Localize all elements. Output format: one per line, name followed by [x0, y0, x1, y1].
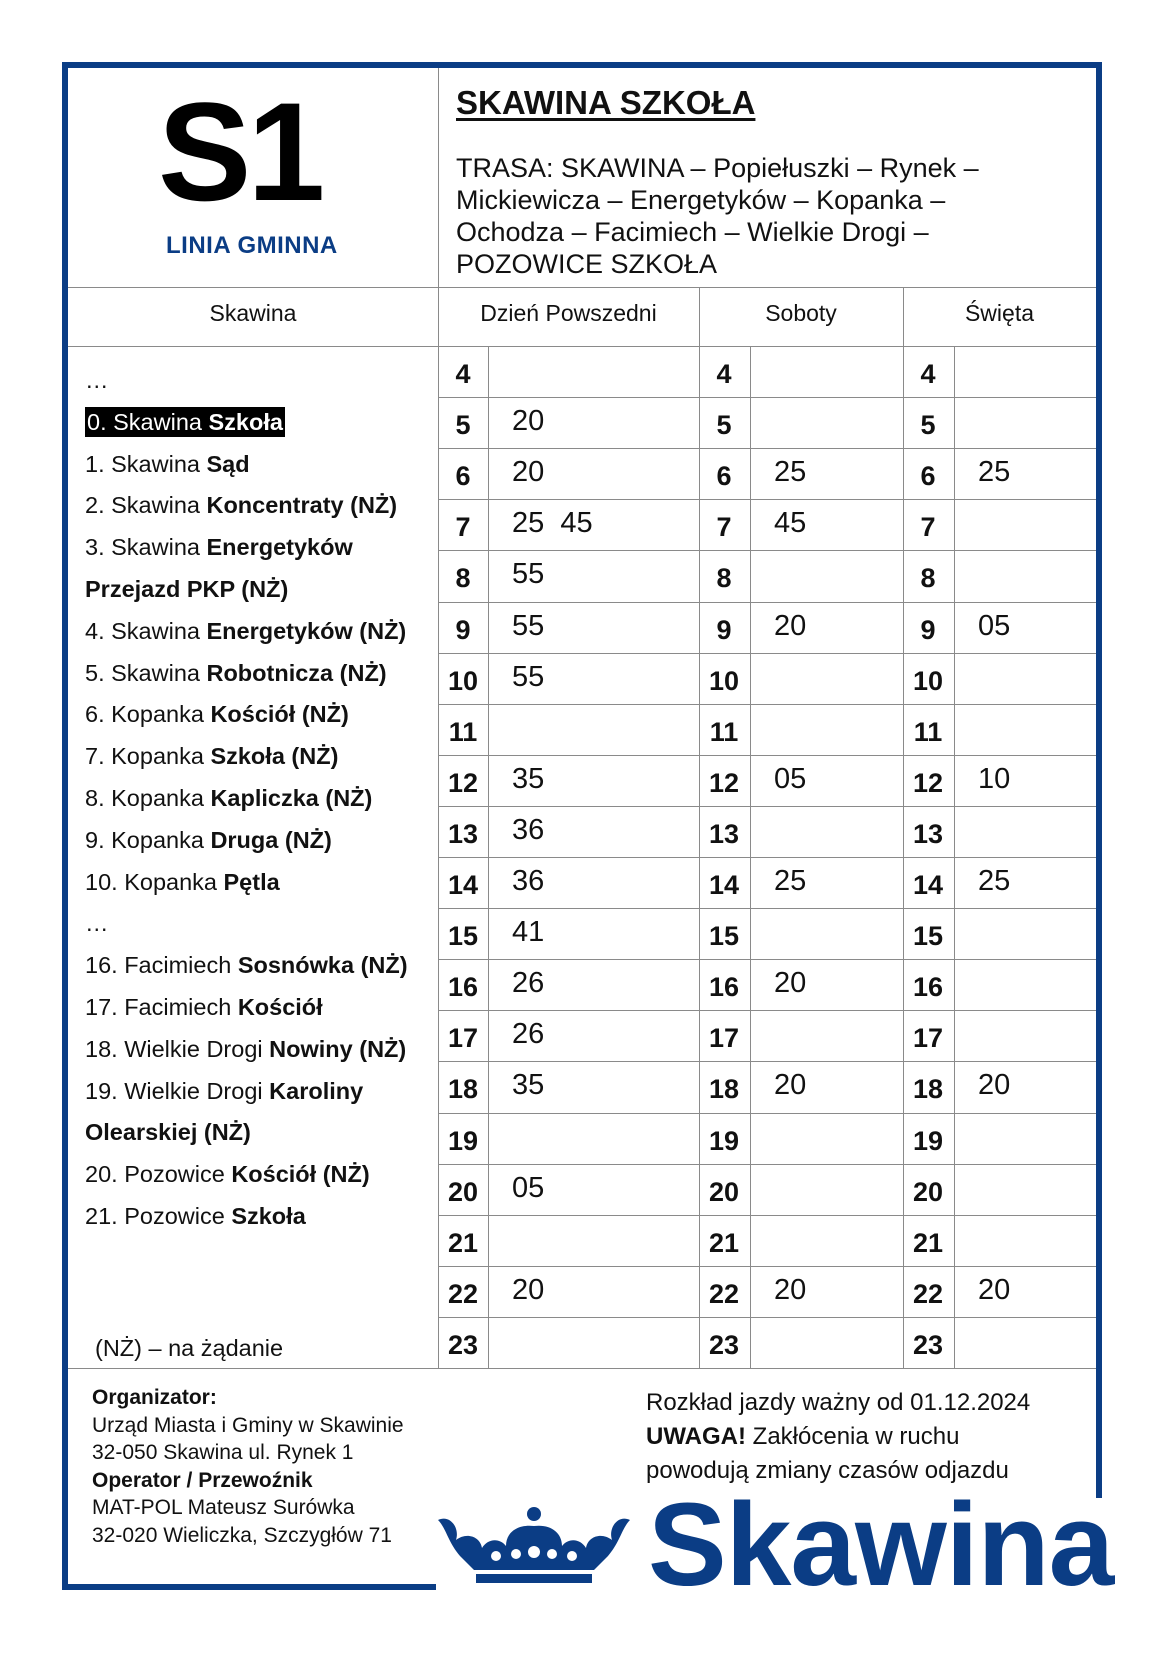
hour-cell-saturday: 20: [708, 1176, 740, 1207]
warning-line: [646, 1420, 1030, 1454]
stop-name: Nowiny (NŻ): [269, 1035, 407, 1062]
hour-cell-weekday: 14: [447, 870, 479, 900]
minutes-cell-weekday: 35: [512, 1069, 545, 1102]
stop-label: [85, 1161, 370, 1187]
stop-label: [85, 407, 285, 437]
stop-name: Energetyków: [206, 534, 353, 561]
stop-label: [85, 1119, 251, 1145]
skawina-logo-text: Skawina: [648, 1479, 1114, 1611]
minutes-cell-holiday: 10: [978, 762, 1011, 795]
hour-cell-saturday: 9: [716, 614, 732, 645]
hour-cell-saturday: 6: [716, 461, 732, 492]
column-header-holiday: Święta: [964, 300, 1035, 326]
organizer-name: Urząd Miasta i Gminy w Skawinie: [92, 1413, 404, 1437]
stop-label: [85, 1078, 363, 1104]
hour-cell-saturday: 13: [708, 818, 740, 849]
stop-label: [85, 869, 280, 895]
stop-item: [85, 903, 435, 945]
hour-cell-saturday: 17: [708, 1023, 740, 1054]
hour-cell-saturday: 5: [716, 410, 732, 441]
stop-list: [85, 360, 435, 1238]
row-divider: [438, 1215, 1096, 1216]
hour-cell-saturday: 21: [708, 1227, 740, 1258]
stop-name: Koncentraty (NŻ): [206, 492, 398, 519]
column-header-weekday: Dzień Powszedni: [480, 300, 657, 326]
hour-cell-holiday: 22: [912, 1278, 944, 1309]
hour-cell-saturday: 22: [708, 1278, 740, 1309]
hour-cell-saturday: 14: [708, 870, 740, 900]
stop-item: [85, 820, 435, 862]
minutes-cell-weekday: 55: [512, 558, 545, 591]
operator-label: Operator / Przewoźnik: [92, 1468, 313, 1492]
stop-label: [85, 952, 408, 978]
organizer-label: Organizator:: [92, 1386, 217, 1409]
minutes-cell-weekday: 36: [512, 813, 545, 846]
route-line: Ochodza – Facimiech – Wielkie Drogi –: [456, 217, 929, 247]
hour-cell-saturday: 16: [708, 972, 740, 1003]
stop-name: Kapliczka (NŻ): [210, 784, 373, 811]
divider: [68, 287, 1096, 288]
hour-cell-saturday: 10: [708, 665, 740, 696]
minutes-cell-weekday: 36: [512, 865, 545, 897]
stop-label: [85, 451, 250, 477]
hour-cell-saturday: 23: [708, 1329, 740, 1360]
crown-logo-icon: [436, 1506, 632, 1586]
hour-cell-holiday: 11: [913, 716, 943, 747]
minutes-cell-weekday: 20: [512, 456, 545, 489]
stop-label: [85, 367, 109, 393]
hour-cell-weekday: 17: [447, 1023, 479, 1054]
line-type: LINIA GMINNA: [166, 232, 338, 259]
stop-label: [85, 576, 288, 602]
minutes-cell-saturday: 20: [774, 1273, 807, 1306]
row-divider: [438, 1317, 1096, 1318]
minutes-cell-weekday: 35: [512, 762, 545, 795]
stop-label: [85, 910, 109, 936]
stop-prefix: 20. Pozowice: [85, 1161, 232, 1188]
minutes-cell-holiday: 25: [978, 456, 1011, 489]
hour-cell-weekday: 15: [447, 921, 479, 952]
minutes-cell-weekday: 20: [512, 405, 545, 438]
stop-item: [85, 1196, 435, 1238]
stop-label: [85, 1203, 306, 1229]
hour-cell-weekday: 12: [447, 767, 479, 798]
stop-prefix: 8. Kopanka: [85, 784, 211, 811]
minutes-cell-weekday: 26: [512, 1018, 545, 1051]
stop-name: Szkoła: [208, 408, 283, 435]
hour-cell-saturday: 7: [716, 512, 732, 543]
warning-text: Zakłócenia w ruchu: [745, 1423, 960, 1450]
stop-prefix: 18. Wielkie Drogi: [85, 1035, 270, 1062]
row-divider: [438, 704, 1096, 705]
minutes-cell-saturday: 25: [774, 456, 807, 489]
hour-cell-holiday: 10: [912, 665, 944, 696]
stop-item: [85, 527, 435, 569]
stop-item: [85, 653, 435, 695]
stop-item: [85, 778, 435, 820]
stop-item: [85, 569, 435, 611]
column-header-stops: Skawina: [209, 300, 297, 326]
hour-cell-saturday: 15: [708, 921, 740, 952]
validity-date: Rozkład jazdy ważny od 01.12.2024: [646, 1389, 1031, 1416]
hour-cell-holiday: 15: [912, 921, 944, 952]
hour-cell-holiday: 6: [920, 461, 936, 492]
hour-cell-holiday: 19: [912, 1125, 944, 1156]
minutes-cell-holiday: 20: [978, 1273, 1011, 1306]
stop-item: [85, 1112, 435, 1154]
minutes-cell-saturday: 20: [774, 609, 807, 642]
operator-address: 32-020 Wieliczka, Szczygłów 71: [92, 1523, 392, 1547]
stop-prefix: …: [85, 367, 109, 393]
hour-cell-holiday: 13: [912, 818, 944, 849]
hour-cell-holiday: 18: [912, 1074, 944, 1105]
minutes-cell-weekday: 55: [512, 609, 545, 642]
hour-cell-holiday: 9: [920, 614, 936, 645]
stop-name: Sosnówka (NŻ): [237, 952, 408, 979]
stop-item: [85, 444, 435, 486]
stop-label: [85, 534, 353, 560]
hour-cell-holiday: 4: [920, 359, 936, 389]
minutes-cell-holiday: 25: [978, 865, 1011, 897]
minutes-cell-weekday: 55: [512, 660, 545, 693]
stop-name: Olearskiej (NŻ): [85, 1119, 251, 1146]
hour-cell-holiday: 21: [912, 1227, 944, 1258]
stop-prefix: 5. Skawina: [85, 659, 207, 686]
stop-prefix: 17. Facimiech: [85, 993, 238, 1020]
minutes-cell-weekday: 41: [512, 916, 545, 949]
stop-name: Robotnicza (NŻ): [206, 659, 387, 686]
column-header-saturday: Soboty: [765, 300, 837, 326]
minutes-cell-weekday: 20: [512, 1273, 545, 1306]
stop-prefix: 2. Skawina: [85, 492, 207, 519]
minutes-cell-weekday: 25 45: [512, 507, 593, 540]
hour-cell-weekday: 16: [447, 972, 479, 1003]
hour-cell-weekday: 20: [447, 1176, 479, 1207]
hour-cell-holiday: 23: [912, 1329, 944, 1360]
minutes-cell-saturday: 20: [774, 967, 807, 1000]
stop-item: [85, 1071, 435, 1113]
stop-name: Kościół: [237, 993, 323, 1020]
stop-item: [85, 485, 435, 527]
hour-cell-holiday: 7: [920, 512, 936, 543]
stop-name: Energetyków (NŻ): [206, 617, 407, 644]
stop-label: [85, 701, 349, 727]
minutes-cell-saturday: 45: [774, 507, 807, 540]
hour-cell-saturday: 8: [716, 563, 732, 594]
stop-name: Szkoła (NŻ): [210, 743, 339, 770]
stop-prefix: 1. Skawina: [85, 450, 207, 477]
hour-cell-saturday: 12: [708, 767, 740, 798]
stop-label: [85, 994, 323, 1020]
route-line: POZOWICE SZKOŁA: [456, 249, 718, 279]
stop-label: [85, 827, 332, 853]
hour-cell-weekday: 7: [455, 512, 471, 543]
stop-item: [85, 1029, 435, 1071]
hour-cell-weekday: 19: [447, 1125, 479, 1156]
stop-name: Karoliny: [269, 1077, 364, 1104]
hour-cell-weekday: 8: [455, 563, 471, 594]
stop-current: [85, 402, 435, 444]
warning-text-2: powodują zmiany czasów odjazdu: [646, 1457, 1009, 1484]
minutes-cell-holiday: 20: [978, 1069, 1011, 1102]
stop-item: [85, 1154, 435, 1196]
route-line: Mickiewicza – Energetyków – Kopanka –: [456, 185, 946, 215]
stop-prefix: 19. Wielkie Drogi: [85, 1077, 270, 1104]
stop-prefix: 21. Pozowice: [85, 1202, 232, 1229]
stop-item: [85, 987, 435, 1029]
stop-label: [85, 1036, 406, 1062]
stop-prefix: 7. Kopanka: [85, 743, 211, 770]
stop-item: [85, 611, 435, 653]
warning-label: UWAGA!: [646, 1423, 746, 1450]
hour-cell-holiday: 5: [920, 410, 936, 441]
on-request-note: (NŻ) – na żądanie: [95, 1335, 284, 1361]
stop-item: [85, 360, 435, 402]
stop-label: [85, 785, 372, 811]
hour-cell-holiday: 14: [912, 870, 944, 900]
stop-prefix: 3. Skawina: [85, 534, 207, 561]
row-divider: [438, 1113, 1096, 1114]
stop-label: [85, 618, 406, 644]
hour-cell-holiday: 8: [920, 563, 936, 594]
stop-name: Sąd: [206, 450, 250, 477]
minutes-cell-saturday: 25: [774, 865, 807, 897]
stop-prefix: 6. Kopanka: [85, 701, 211, 728]
stop-item: [85, 945, 435, 987]
minutes-cell-saturday: 05: [774, 762, 807, 795]
route-description: [456, 152, 1056, 280]
hour-cell-holiday: 20: [912, 1176, 944, 1207]
hour-cell-weekday: 21: [447, 1227, 479, 1258]
hour-cell-weekday: 5: [455, 410, 471, 441]
line-number: S1: [158, 73, 322, 230]
stop-name: Druga (NŻ): [210, 826, 332, 853]
stop-prefix: …: [85, 910, 109, 937]
destination-title: SKAWINA SZKOŁA: [456, 84, 756, 121]
stop-name: Kościół (NŻ): [231, 1161, 370, 1188]
stop-item: [85, 736, 435, 778]
hour-cell-weekday: 11: [448, 716, 478, 747]
organizer-info: [92, 1384, 404, 1550]
hour-cell-saturday: 4: [716, 359, 732, 389]
hour-cell-saturday: 18: [708, 1074, 740, 1105]
route-line: TRASA: SKAWINA – Popiełuszki – Rynek –: [456, 153, 979, 183]
organizer-address: 32-050 Skawina ul. Rynek 1: [92, 1441, 354, 1465]
hour-cell-weekday: 6: [455, 461, 471, 492]
hour-cell-saturday: 19: [708, 1125, 740, 1156]
minutes-cell-saturday: 20: [774, 1069, 807, 1102]
divider: [68, 1368, 1096, 1369]
hour-cell-weekday: 4: [455, 359, 471, 389]
hour-cell-saturday: 11: [709, 716, 739, 747]
stop-name: Przejazd PKP (NŻ): [85, 575, 289, 602]
operator-name: MAT-POL Mateusz Surówka: [92, 1496, 355, 1520]
stop-prefix: 4. Skawina: [85, 617, 207, 644]
hour-cell-weekday: 18: [447, 1074, 479, 1105]
stop-prefix: 16. Facimiech: [85, 952, 238, 979]
hour-cell-weekday: 10: [447, 665, 479, 696]
hour-cell-weekday: 22: [447, 1278, 479, 1309]
stop-prefix: 10. Kopanka: [85, 868, 224, 895]
stop-label: [85, 660, 387, 686]
hour-cell-holiday: 12: [912, 767, 944, 798]
hour-cell-holiday: 16: [912, 972, 944, 1003]
stop-prefix: 9. Kopanka: [85, 826, 211, 853]
minutes-cell-weekday: 05: [512, 1171, 545, 1204]
hour-cell-weekday: 9: [455, 614, 471, 645]
minutes-cell-holiday: 05: [978, 609, 1011, 642]
hour-cell-weekday: 13: [447, 818, 479, 849]
stop-name: Pętla: [223, 868, 280, 895]
stop-item: [85, 862, 435, 904]
hour-cell-holiday: 17: [912, 1023, 944, 1054]
stop-name: Szkoła: [231, 1202, 306, 1229]
stop-label: [85, 743, 338, 769]
stop-item: [85, 694, 435, 736]
minutes-cell-weekday: 26: [512, 967, 545, 1000]
validity-info: [646, 1386, 1030, 1488]
stop-label: [85, 492, 397, 518]
stop-name: Kościół (NŻ): [210, 701, 349, 728]
hour-cell-weekday: 23: [447, 1329, 479, 1360]
stop-prefix: 0. Skawina: [87, 408, 209, 435]
